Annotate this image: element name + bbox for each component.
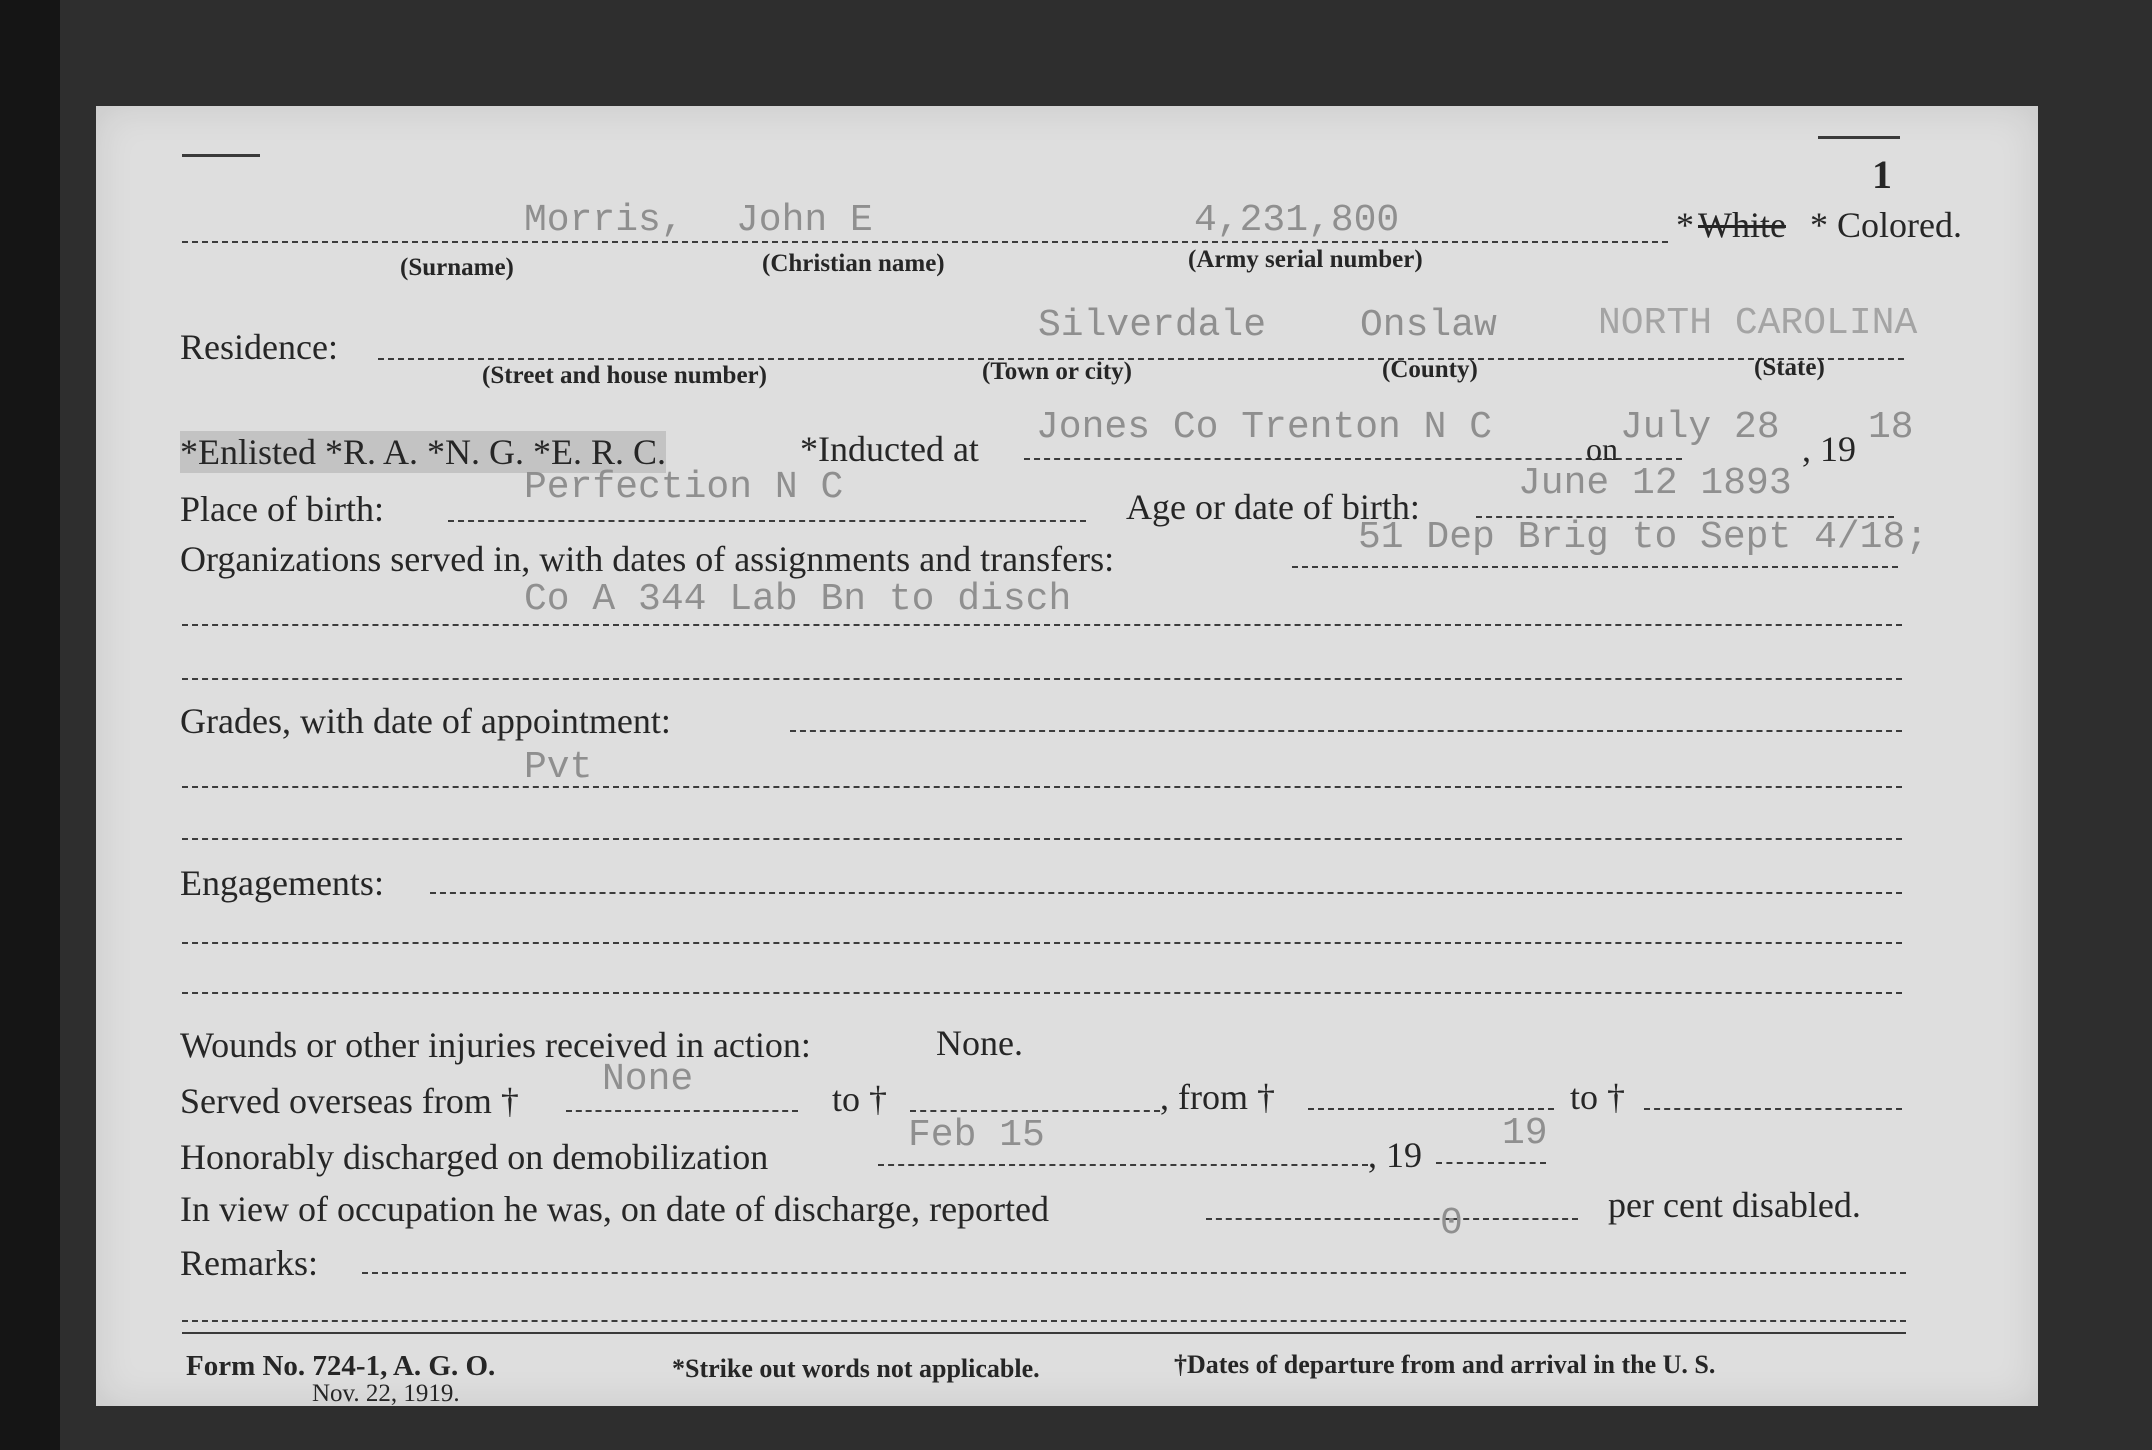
discharge-year-line [1436, 1162, 1546, 1164]
overseas-to2-line [1644, 1108, 1902, 1110]
colored-label: * Colored. [1810, 205, 1962, 245]
disability-suffix: per cent disabled. [1608, 1185, 1861, 1225]
discharge-label: Honorably discharged on demobilization [180, 1137, 769, 1177]
date-of-birth-value: June 12 1893 [1518, 462, 1792, 505]
place-of-birth-value: Perfection N C [524, 466, 844, 509]
christian-name-value: John E [736, 199, 873, 242]
overseas-from-value: None [602, 1058, 694, 1101]
form-date: Nov. 22, 1919. [312, 1380, 460, 1407]
scan-background-edge [0, 0, 60, 1450]
overseas-to-label: to † [832, 1079, 888, 1119]
residence-label: Residence: [180, 327, 338, 367]
inducted-at-value: Jones Co Trenton N C [1036, 406, 1493, 449]
grades-value: Pvt [524, 746, 593, 789]
name-line [182, 241, 1668, 243]
white-label: White [1698, 205, 1786, 245]
card-number: 1 [1872, 152, 1892, 197]
engagements-line1 [430, 892, 1902, 894]
discharge-date-value: Feb 15 [908, 1114, 1045, 1157]
disability-label: In view of occupation he was, on date of discharge, reported [180, 1189, 1050, 1229]
organizations-line2 [182, 624, 1902, 626]
state-value: NORTH CAROLINA [1598, 302, 1918, 345]
disability-value: 0 [1440, 1202, 1463, 1245]
overseas-from2-line [1308, 1108, 1554, 1110]
county-label: (County) [1382, 356, 1478, 383]
induction-date-value: July 28 [1620, 406, 1780, 449]
discharge-date-line [878, 1164, 1368, 1166]
footer-rule [182, 1332, 1906, 1334]
top-left-mark [182, 154, 260, 157]
grades-line3 [182, 838, 1902, 840]
organizations-line3 [182, 678, 1902, 680]
overseas-to-line [910, 1110, 1160, 1112]
serial-number-value: 4,231,800 [1194, 199, 1400, 242]
grades-line2 [182, 786, 1902, 788]
enlistment-type-label: *Enlisted *R. A. *N. G. *E. R. C. [180, 432, 667, 472]
date-of-birth-label: Age or date of birth: [1126, 487, 1420, 527]
engagements-label: Engagements: [180, 863, 384, 903]
overseas-to2-label: to † [1570, 1077, 1626, 1117]
remarks-line1 [362, 1272, 1906, 1274]
christian-name-label: (Christian name) [762, 250, 945, 277]
overseas-from-line [566, 1110, 798, 1112]
engagements-line2 [182, 942, 1902, 944]
strike-note: *Strike out words not applicable. [672, 1354, 1040, 1383]
surname-value: Morris, [524, 199, 684, 242]
remarks-line2 [182, 1320, 1906, 1322]
town-value: Silverdale [1038, 304, 1267, 347]
overseas-from2-label: , from † [1160, 1077, 1275, 1117]
serial-number-label: (Army serial number) [1188, 246, 1423, 273]
grades-label: Grades, with date of appointment: [180, 701, 671, 741]
organizations-value-line2: Co A 344 Lab Bn to disch [524, 578, 1072, 621]
top-right-mark [1818, 136, 1900, 139]
form-number: Form No. 724-1, A. G. O. [186, 1350, 496, 1382]
discharge-year-value: 19 [1502, 1112, 1548, 1155]
wounds-label: Wounds or other injuries received in action: [180, 1025, 811, 1065]
engagements-line3 [182, 992, 1902, 994]
inducted-at-line [1024, 458, 1682, 460]
white-marker: * [1676, 205, 1694, 245]
served-overseas-label: Served overseas from † [180, 1081, 519, 1121]
service-record-card [96, 106, 2038, 1406]
discharge-year-prefix: , 19 [1368, 1135, 1422, 1175]
disability-line [1206, 1218, 1578, 1220]
place-of-birth-line [448, 520, 1086, 522]
organizations-line1 [1292, 566, 1898, 568]
surname-label: (Surname) [400, 254, 514, 281]
town-label: (Town or city) [982, 358, 1132, 385]
place-of-birth-label: Place of birth: [180, 489, 384, 529]
wounds-value: None. [936, 1023, 1023, 1063]
on-label: on [1586, 431, 1618, 467]
residence-line [378, 358, 1904, 360]
state-label: (State) [1754, 354, 1825, 381]
organizations-value-line1: 51 Dep Brig to Sept 4/18; [1358, 516, 1929, 559]
induction-year-value: 18 [1868, 406, 1914, 449]
grades-line1 [790, 730, 1902, 732]
county-value: Onslaw [1360, 304, 1497, 347]
induction-year-prefix: , 19 [1802, 429, 1856, 469]
dates-note: †Dates of departure from and arrival in the U. S. [1174, 1350, 1716, 1379]
inducted-at-label: *Inducted at [800, 429, 979, 469]
organizations-label: Organizations served in, with dates of assignments and transfers: [180, 539, 1115, 579]
street-label: (Street and house number) [482, 362, 767, 389]
remarks-label: Remarks: [180, 1243, 318, 1283]
